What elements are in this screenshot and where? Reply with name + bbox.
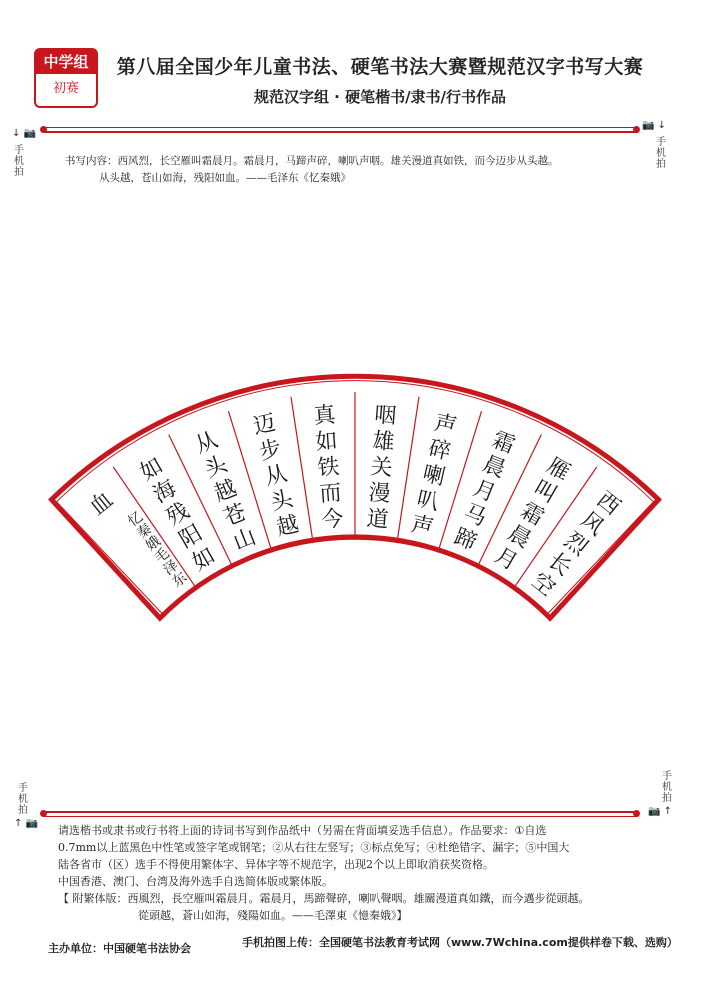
badge-group-label: 中学组 (36, 50, 96, 74)
fan-character: 长 (543, 548, 576, 582)
fan-character: 碎 (426, 435, 454, 466)
fan-character: 空 (526, 568, 560, 602)
signature-character: 秦 (134, 521, 155, 543)
fan-character: 真 (312, 402, 337, 430)
requirements-line-4: 中国香港、澳门、台湾及海外选手自选简体版或繁体版。 (58, 875, 333, 888)
fan-character: 道 (365, 506, 390, 534)
fan-character: 晨 (503, 520, 535, 554)
fan-character: 月 (490, 543, 522, 576)
fan-character: 如 (136, 453, 168, 486)
bottom-divider-dot-right (633, 810, 640, 817)
requirements-line-1: 请选楷书或隶书或行书将上面的诗词书写到作品纸中（另需在背面填妥选手信息）。作品要求：①自选 (58, 824, 547, 837)
fan-character: 今 (320, 506, 345, 534)
fan-character: 霜 (516, 498, 548, 531)
fan-character: 雁 (542, 453, 574, 486)
requirements-line-3: 陆各省市（区）选手不得使用繁体字、异体字等不规范字，出现2个以上即取消获奖资格。 (58, 858, 494, 871)
signature-character: 娥 (143, 533, 164, 555)
fan-character: 叭 (414, 486, 442, 516)
fan-column (409, 411, 459, 542)
signature-character: 泽 (160, 557, 182, 579)
signature-character: 忆 (125, 508, 147, 531)
fan-character: 关 (369, 454, 394, 482)
corner-marker-bottom-right (648, 806, 672, 817)
fan-character: 越 (274, 511, 302, 542)
requirements-line-2: 0.7mm以上蓝黑色中性笔或签字笔或钢笔；②从右往左竖写；③标点免写；④杜绝错字、漏字；⑤中国大 (58, 841, 570, 854)
fan-character: 如 (314, 428, 339, 456)
camera-icon: 📷 (25, 818, 39, 829)
fan-character: 雄 (371, 428, 396, 456)
fan-character: 如 (188, 543, 220, 576)
fan-character: 越 (210, 475, 241, 508)
fan-character: 西 (591, 487, 625, 521)
requirements (58, 822, 668, 924)
writing-content-label: 书写内容： (65, 155, 118, 167)
footer-organizer: 主办单位：中国硬笔书法协会 (48, 942, 191, 955)
fan-column (85, 487, 118, 520)
fan-character: 铁 (316, 454, 341, 482)
footer-upload: 手机拍图上传：全国硬笔书法教育考试网（www.7Wchina.com提供样卷下载、选购） (242, 936, 678, 949)
fan-character: 海 (149, 475, 181, 509)
side-label-bottom-left: 手机拍 (18, 783, 28, 816)
fan-character: 血 (85, 487, 119, 521)
writing-content-line1: 西风烈，长空雁叫霜晨月。霜晨月，马蹄声碎，喇叭声咽。雄关漫道真如铁，而今迈步从头越。 (117, 155, 559, 167)
up-arrow-icon: ↑ (663, 806, 673, 817)
fan-character: 蹄 (450, 524, 481, 556)
camera-icon: 📷 (642, 120, 655, 131)
fan-character: 烈 (559, 527, 593, 562)
fan-character: 头 (268, 486, 296, 516)
fan-character: 马 (460, 500, 490, 532)
writing-content-line2: 从头越，苍山如海，残阳如血。——毛泽东《忆秦娥》 (99, 172, 351, 184)
fan-character: 阳 (175, 520, 207, 554)
page-subtitle: 规范汉字组 · 硬笔楷书/隶书/行书作品 (253, 88, 507, 106)
corner-marker-bottom-left (14, 818, 38, 829)
side-label-bottom-right: 手机拍 (662, 771, 672, 804)
down-arrow-icon: ↓ (12, 128, 21, 139)
fan-character: 风 (575, 507, 609, 541)
bottom-divider-1 (44, 811, 638, 813)
fan-column (251, 411, 301, 542)
badge-stage-label: 初赛 (52, 81, 79, 96)
side-label-top-right: 手机拍 (656, 137, 666, 170)
fan-character: 头 (201, 451, 231, 484)
bottom-divider-2 (44, 816, 638, 817)
requirements-line-6: 從頭越，蒼山如海，殘陽如血。——毛澤東《憶秦娥》】 (138, 909, 408, 922)
up-arrow-icon: ↑ (14, 818, 23, 829)
fan-character: 晨 (479, 451, 509, 484)
fan-character: 残 (162, 498, 194, 531)
fan-column (366, 403, 398, 533)
fan-character: 步 (256, 435, 284, 466)
fan-character: 苍 (220, 500, 250, 532)
down-arrow-icon: ↓ (657, 120, 667, 131)
fan-column (313, 403, 345, 533)
fan-character: 霜 (488, 427, 519, 459)
fan-character: 迈 (251, 410, 279, 440)
signature-character: 东 (169, 569, 191, 591)
bottom-divider-dot-left (40, 810, 47, 817)
fan-character: 喇 (420, 461, 448, 491)
fan-character: 声 (408, 511, 436, 542)
page-title: 第八届全国少年儿童书法、硬笔书法大赛暨规范汉字书写大赛 (116, 56, 644, 78)
fan-character: 叫 (529, 475, 561, 509)
camera-icon: 📷 (23, 128, 37, 139)
fan-character: 山 (229, 524, 260, 556)
fan-character: 月 (469, 475, 500, 508)
signature-character: 毛 (151, 545, 173, 567)
fan-character: 而 (318, 480, 343, 508)
requirements-line-5: 【 附繁体版：西風烈，長空雁叫霜晨月。霜晨月，馬蹄聲碎，喇叭聲咽。雄關漫道真如鐵，而今邁步從頭越。 (58, 892, 590, 905)
camera-icon: 📷 (648, 806, 661, 817)
fan-character: 从 (262, 461, 290, 491)
fan-character: 从 (191, 427, 222, 459)
fan-character: 声 (431, 410, 459, 440)
fan-dividers (113, 392, 597, 589)
fan-character: 漫 (367, 480, 392, 508)
fan-character: 咽 (373, 402, 398, 430)
side-label-top-left: 手机拍 (14, 145, 24, 178)
